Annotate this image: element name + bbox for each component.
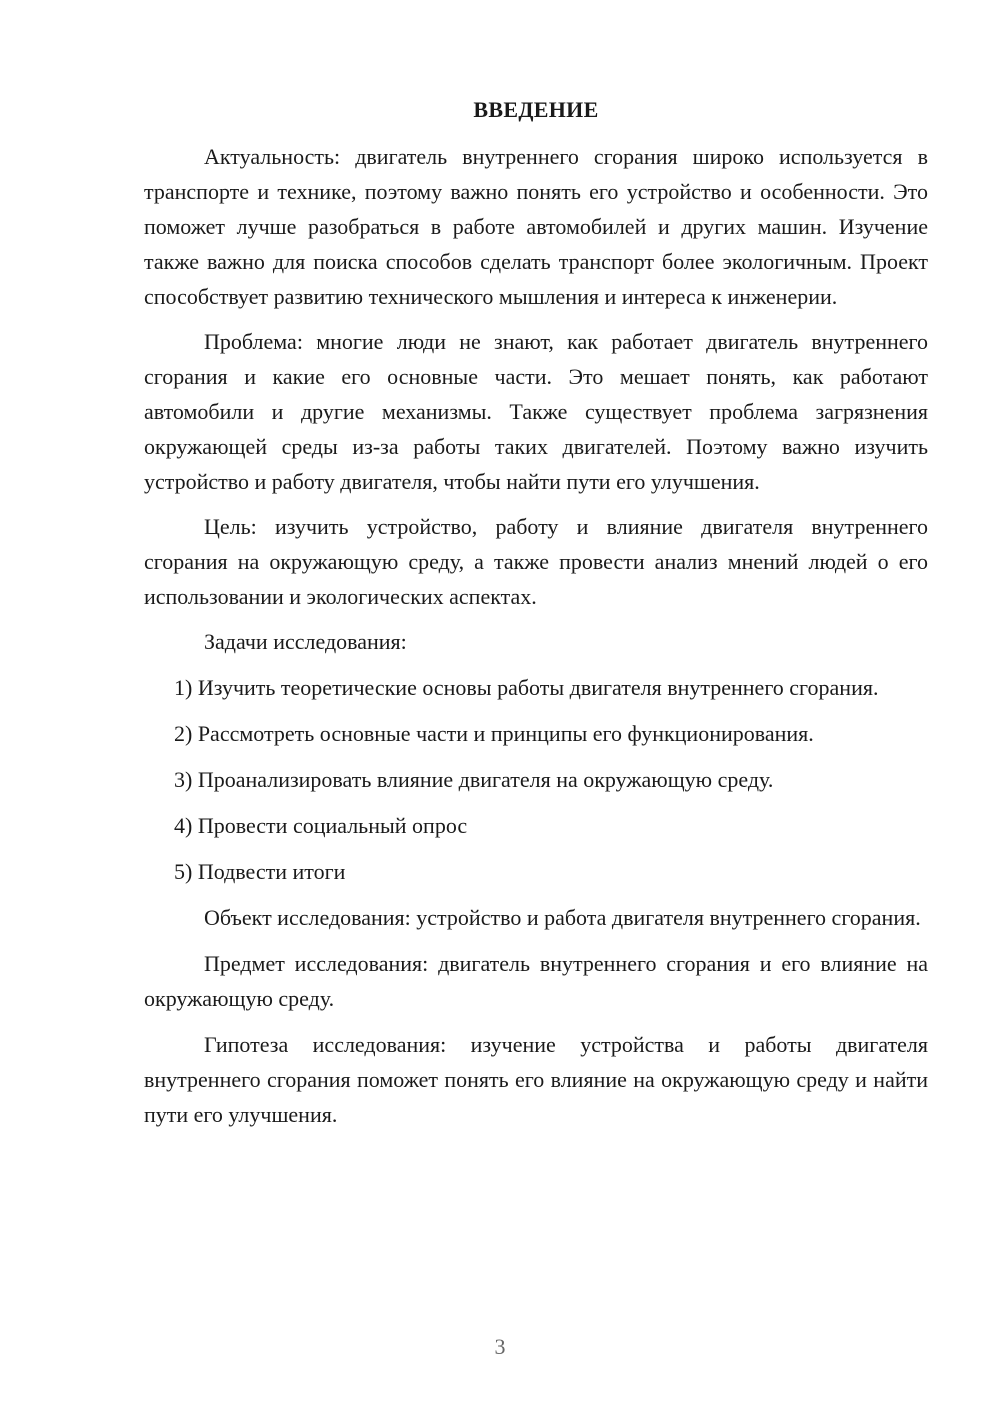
task-item-3: 3) Проанализировать влияние двигателя на окружающую среду.: [174, 767, 774, 792]
paragraph-object: Объект исследования: устройство и работа двигателя внутреннего сгорания.: [204, 905, 921, 930]
paragraph-hypothesis: Гипотеза исследования: изучение устройства и работы двигателя внутреннего сгорания поможет понять его влияние на окружающую среду и найти пути его улучшения.: [144, 1032, 928, 1127]
page-number: 3: [494, 1334, 506, 1359]
section-title: ВВЕДЕНИЕ: [473, 97, 599, 122]
paragraph-goal: Цель: изучить устройство, работу и влияние двигателя внутреннего сгорания на окружающую среду, а также провести анализ мнений людей о его использовании и экологических аспектах.: [144, 514, 928, 609]
tasks-heading: Задачи исследования:: [204, 629, 407, 654]
paragraph-subject: Предмет исследования: двигатель внутреннего сгорания и его влияние на окружающую среду.: [144, 951, 928, 1011]
document-page: [144, 92, 928, 1132]
task-item-5: 5) Подвести итоги: [174, 859, 346, 884]
task-item-1: 1) Изучить теоретические основы работы двигателя внутреннего сгорания.: [174, 675, 879, 700]
task-item-4: 4) Провести социальный опрос: [174, 813, 468, 838]
task-item-2: 2) Рассмотреть основные части и принципы его функционирования.: [174, 721, 814, 746]
paragraph-relevance: Актуальность: двигатель внутреннего сгорания широко используется в транспорте и технике, поэтому важно понять его устройство и особенности. Это поможет лучше разобраться в работе автомобилей и других машин. Изучение также важно для поиска способов сделать транспорт более экологичным. Проект способствует развитию технического мышления и интереса к инженерии.: [144, 144, 928, 309]
paragraph-problem: Проблема: многие люди не знают, как работает двигатель внутреннего сгорания и какие его основные части. Это мешает понять, как работают автомобили и другие механизмы. Также существует проблема загрязнения окружающей среды из-за работы таких двигателей. Поэтому важно изучить устройство и работу двигателя, чтобы найти пути его улучшения.: [144, 329, 928, 494]
